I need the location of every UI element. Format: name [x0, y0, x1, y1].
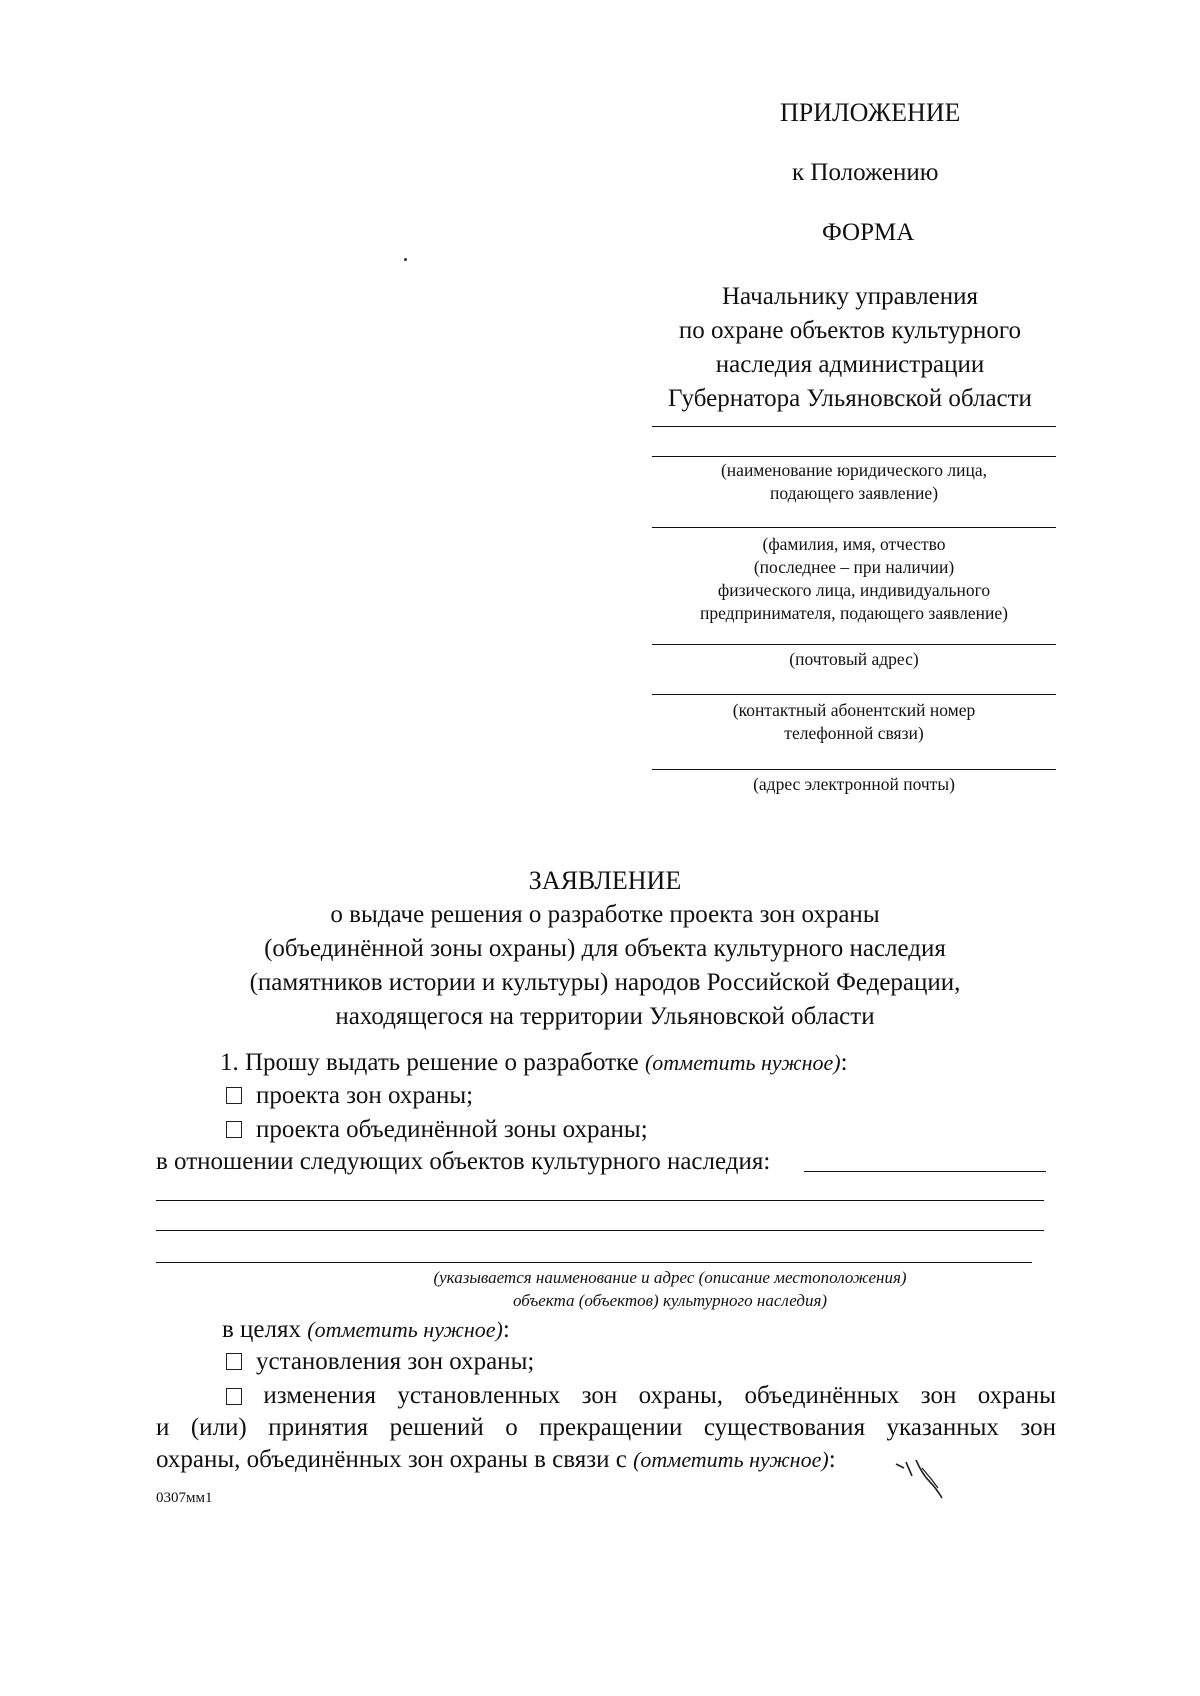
word: решений — [389, 1414, 484, 1441]
word: прекращении — [539, 1414, 683, 1441]
option-zones[interactable] — [226, 1080, 473, 1112]
addressee-line: наследия администрации — [715, 351, 985, 378]
checkbox[interactable] — [226, 1087, 242, 1104]
objects-field-line[interactable] — [156, 1200, 1044, 1201]
purpose-label: в целях — [222, 1316, 302, 1343]
person-field-line — [652, 527, 1056, 528]
objects-label: в отношении следующих объектов культурного наследия: — [156, 1148, 771, 1175]
item1-text: 1. Прошу выдать решение о разработке — [220, 1049, 639, 1076]
objects-field-line[interactable] — [156, 1262, 1032, 1263]
mark-needed-note: (отметить нужное) — [633, 1447, 829, 1472]
checkbox[interactable] — [226, 1121, 242, 1138]
document-code: 0307мм1 — [156, 1490, 213, 1506]
word: зон — [581, 1382, 618, 1409]
colon: : — [840, 1049, 848, 1076]
statement-subtitle-line: (памятников истории и культуры) народов Российской Федерации, — [249, 969, 961, 996]
purpose-paragraph — [222, 1314, 510, 1346]
stray-dot — [404, 258, 407, 261]
checkbox[interactable] — [226, 1353, 242, 1370]
legal-entity-caption — [652, 459, 1056, 505]
word: изменения — [263, 1382, 376, 1409]
option-change[interactable] — [226, 1380, 1056, 1412]
mark-needed-note: (отметить нужное) — [644, 1050, 841, 1075]
word: зон — [920, 1382, 957, 1409]
phone-caption — [652, 699, 1056, 745]
option-change-line2 — [156, 1412, 1056, 1444]
colon: : — [828, 1446, 836, 1473]
option-label: проекта зон охраны; — [256, 1082, 474, 1109]
phone-field-line — [652, 694, 1056, 695]
word: (или) — [190, 1414, 247, 1441]
statement-subtitle-line: находящегося на территории Ульяновской области — [335, 1003, 875, 1030]
caption-line: (наименование юридического лица, — [720, 460, 988, 480]
word: установленных — [397, 1382, 561, 1409]
person-caption — [652, 533, 1056, 625]
objects-field-line[interactable] — [156, 1230, 1044, 1231]
handwritten-initial-mark — [892, 1458, 948, 1504]
statement-subtitle-line: о выдаче решения о разработке проекта зон охраны — [330, 901, 880, 928]
caption-line: (адрес электронной почты) — [753, 774, 955, 794]
caption-line: предпринимателя, подающего заявление) — [699, 603, 1009, 623]
caption-line: (почтовый адрес) — [789, 649, 919, 669]
postal-caption — [652, 648, 1056, 671]
statement-title: ЗАЯВЛЕНИЕ — [528, 866, 682, 895]
word: зон — [1020, 1414, 1056, 1441]
caption-line: телефонной связи) — [784, 723, 924, 743]
option-united-zone[interactable] — [226, 1114, 648, 1146]
email-field-line — [652, 769, 1056, 770]
caption-line: объекта (объектов) культурного наследия) — [512, 1291, 828, 1310]
form-label: ФОРМА — [822, 219, 915, 246]
caption-line: (последнее – при наличии) — [753, 557, 955, 577]
caption-line: (указывается наименование и адрес (описание местоположения) — [433, 1268, 907, 1287]
statement-heading — [150, 864, 1060, 1034]
word: о — [505, 1414, 518, 1441]
to-regulation-label: к Положению — [792, 159, 939, 186]
caption-line: (контактный абонентский номер — [732, 700, 976, 720]
objects-caption — [380, 1266, 960, 1312]
word: принятия — [268, 1414, 369, 1441]
caption-line: физического лица, индивидуального — [717, 580, 991, 600]
word: и — [156, 1414, 170, 1441]
word: объединённых — [744, 1382, 900, 1409]
addressee-block — [640, 280, 1060, 416]
option-establish[interactable] — [226, 1346, 534, 1378]
appendix-heading: ПРИЛОЖЕНИЕ — [780, 98, 961, 127]
applicant-field-line — [652, 426, 1056, 427]
caption-line: (фамилия, имя, отчество — [762, 534, 946, 554]
legal-entity-field-line — [652, 456, 1056, 457]
option-label: установления зон охраны; — [256, 1348, 535, 1375]
email-caption — [652, 773, 1056, 796]
objects-field-line[interactable] — [804, 1171, 1046, 1172]
item1-paragraph — [220, 1047, 848, 1079]
word: указанных — [886, 1414, 999, 1441]
change-line3-text: охраны, объединённых зон охраны в связи с — [156, 1446, 627, 1473]
option-label: проекта объединённой зоны охраны; — [256, 1116, 648, 1143]
statement-subtitle-line: (объединённой зоны охраны) для объекта культурного наследия — [264, 935, 946, 962]
word: охраны — [977, 1382, 1056, 1409]
addressee-line: по охране объектов культурного — [678, 317, 1022, 344]
addressee-line: Губернатора Ульяновской области — [668, 385, 1032, 412]
word: существования — [703, 1414, 866, 1441]
caption-line: подающего заявление) — [769, 483, 939, 503]
option-change-line3 — [156, 1444, 836, 1476]
checkbox[interactable] — [226, 1388, 242, 1405]
mark-needed-note: (отметить нужное) — [307, 1317, 503, 1342]
postal-field-line — [652, 644, 1056, 645]
word: охраны, — [638, 1382, 724, 1409]
colon: : — [502, 1316, 510, 1343]
addressee-line: Начальнику управления — [722, 283, 978, 310]
